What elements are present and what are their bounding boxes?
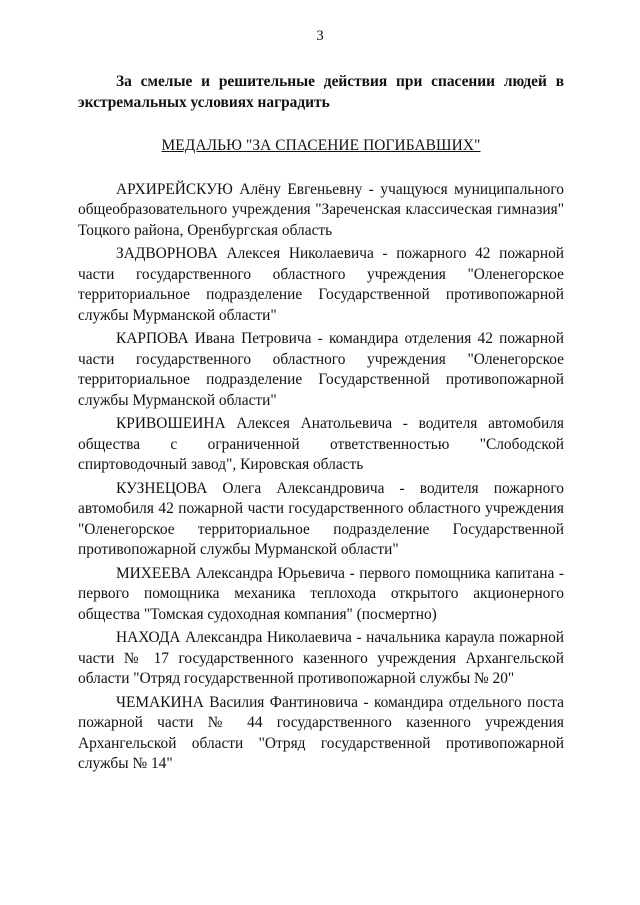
- award-entry: КАРПОВА Ивана Петровича - командира отделения 42 пожарной части государственного областного учреждения "Оленегорское территориальное подразделение Государственной противопожарной службы Мурманской области": [78, 330, 564, 409]
- page-number: 3: [316, 28, 324, 44]
- award-entry: ЗАДВОРНОВА Алексея Николаевича - пожарного 42 пожарной части государственного областного учреждения "Оленегорское территориальное подразделение Государственной противопожарной службы Мурманской области": [78, 245, 564, 324]
- award-entry: ЧЕМАКИНА Василия Фантиновича - командира отдельного поста пожарной части № 44 государственного казенного учреждения Архангельской области "Отряд государственной противопожарной службы № 14": [78, 693, 564, 772]
- document-body: [78, 72, 564, 778]
- award-title: МЕДАЛЬЮ "ЗА СПАСЕНИЕ ПОГИБАВШИХ": [161, 137, 481, 154]
- award-entry: КРИВОШЕИНА Алексея Анатольевича - водителя автомобиля общества с ограниченной ответственностью "Слободской спиртоводочный завод", Кировская область: [78, 415, 564, 473]
- award-entry: НАХОДА Александра Николаевича - начальника караула пожарной части № 17 государственного казенного учреждения Архангельской области "Отряд государственной противопожарной службы № 20": [78, 629, 564, 687]
- award-entry: АРХИРЕЙСКУЮ Алёну Евгеньевну - учащуюся муниципального общеобразовательного учреждения "Зареченская классическая гимназия" Тоцкого района, Оренбургская область: [78, 180, 564, 239]
- award-intro: За смелые и решительные действия при спасении людей в экстремальных условиях наградить: [78, 73, 564, 111]
- award-entry: МИХЕЕВА Александра Юрьевича - первого помощника капитана - первого помощника механика теплохода открытого акционерного общества "Томская судоходная компания" (посмертно): [78, 564, 564, 623]
- award-entry: КУЗНЕЦОВА Олега Александровича - водителя пожарного автомобиля 42 пожарной части государственного областного учреждения "Оленегорское территориальное подразделение Государственной противопожарной службы Мурманской области": [78, 479, 564, 558]
